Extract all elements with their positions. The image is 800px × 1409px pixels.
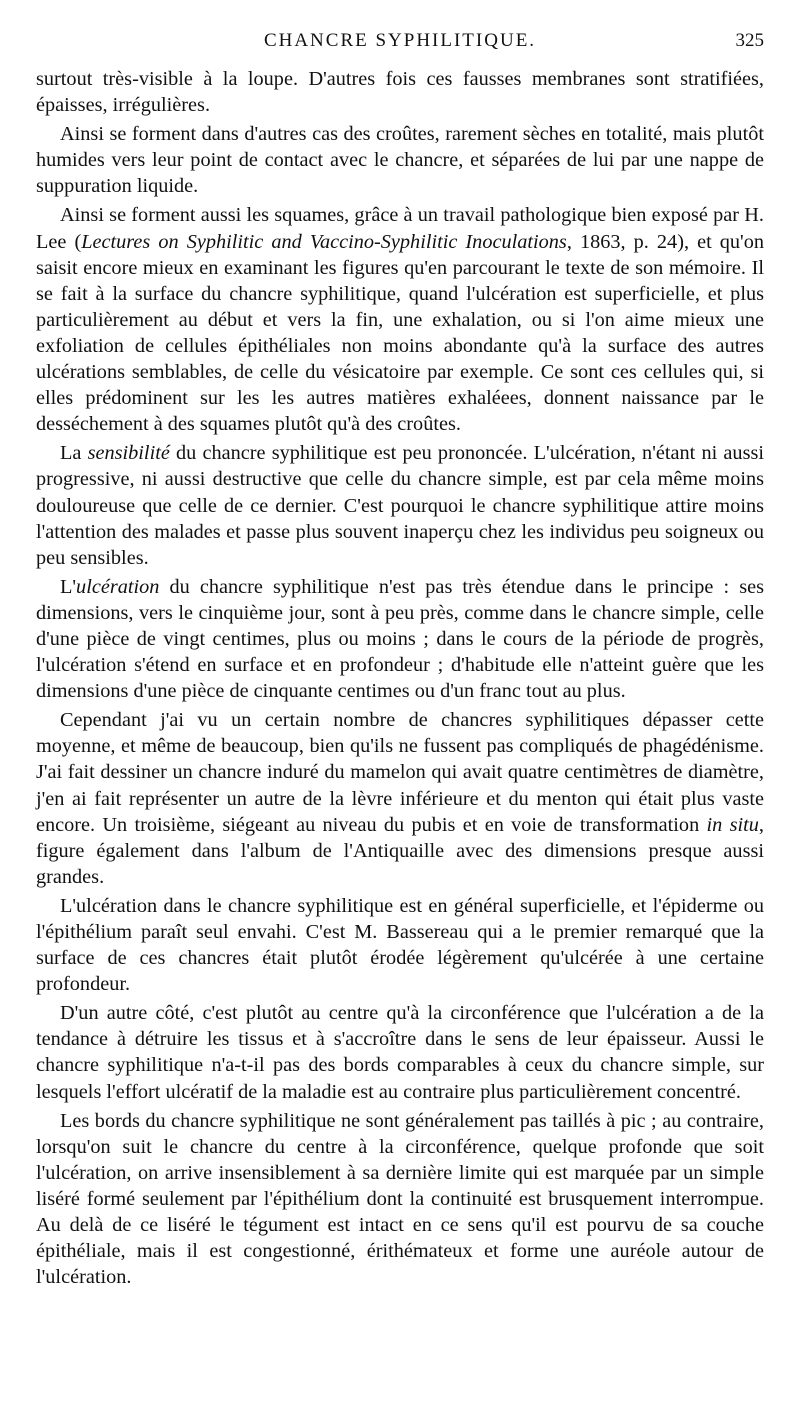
page-number: 325 — [735, 30, 764, 51]
text-run: Les bords du chancre syphilitique ne sont généralement pas taillés à pic ; au contraire, lorsqu'on suit le chancre du centre à la circonférence, quelque profonde que soit l'ulcération, on arrive insensiblement à sa dernière limite qui est marquée par un simple liséré formé seulement par l'épithélium dont la continuité est brusquement interrompue. Au delà de ce liséré le tégument est intact en ce sens qu'il est pourvu de sa couche épithéliale, mais il est congestionné, érithémateux et forme une auréole autour de l'ulcération. — [36, 1109, 764, 1289]
text-run: surtout très-visible à la loupe. D'autres fois ces fausses membranes sont stratifiées, épaisses, irrégulières. — [36, 68, 764, 117]
paragraph — [36, 121, 764, 199]
text-run: du chancre syphilitique n'est pas très étendue dans le principe : ses dimensions, vers le cinquième jour, sont à peu près, comme dans le chancre simple, celle d'une pièce de vingt centimes, plus ou moins ; dans le cours de la période de progrès, l'ulcération s'étend en surface et en profondeur ; d'habitude elle n'atteint guère que les dimensions d'une pièce de cinquante centimes ou d'un franc tout au plus. — [36, 575, 764, 703]
body-text — [36, 66, 764, 1290]
book-title-italic: Lectures on Syphilitic and Vaccino-Syphilitic Inoculations — [81, 230, 567, 253]
text-run: L'ulcération dans le chancre syphilitique est en général superficielle, et l'épiderme ou l'épithélium paraît seul envahi. C'est M. Bassereau qui a le premier remarqué que la surface de ces chancres était plutôt érodée légèrement qu'ulcérée à une certaine profondeur. — [36, 894, 764, 996]
text-run: du chancre syphilitique est peu prononcée. L'ulcération, n'étant ni aussi progressive, ni aussi destructive que celle du chancre simple, est par cela même moins douloureuse que celle de ce dernier. C'est pourquoi le chancre syphilitique attire moins l'attention des malades et passe plus souvent inaperçu chez les individus peu soigneux ou peu sensibles. — [36, 442, 764, 569]
running-title: CHANCRE SYPHILITIQUE. — [263, 30, 537, 51]
text-run: La — [60, 442, 88, 465]
text-run: D'un autre côté, c'est plutôt au centre qu'à la circonférence que l'ulcération a de la tendance à détruire les tissus et à s'accroître dans le sens de leur épaisseur. Aussi le chancre syphilitique n'a-t-il pas des bords comparables à ceux du chancre simple, sur lesquels l'effort ulcératif de la maladie est au contraire plus particulièrement concentré. — [36, 1002, 764, 1103]
paragraph — [36, 707, 764, 890]
italic-term: ulcération — [76, 575, 160, 598]
paragraph — [36, 1108, 764, 1291]
text-run: , figure également dans l'album de l'Antiquaille avec des dimensions presque aussi grandes. — [36, 813, 764, 888]
paragraph — [36, 893, 764, 997]
paragraph — [36, 1000, 764, 1104]
text-run: Cependant j'ai vu un certain nombre de chancres syphilitiques dépasser cette moyenne, et même de beaucoup, bien qu'ils ne fussent pas compliqués de phagédénisme. J'ai fait dessiner un chancre induré du mamelon qui avait quatre centimètres de diamètre, j'en ai fait représenter un autre de la lèvre inférieure et du menton qui était plus vaste encore. Un troisième, siégeant au niveau du pubis et en voie de transformation — [36, 709, 764, 836]
italic-term: in situ — [706, 813, 759, 836]
italic-term: sensibilité — [87, 442, 170, 465]
text-run: L' — [60, 575, 77, 598]
text-run: Ainsi se forment aussi les squames, grâce à un travail pathologique bien exposé par H. Lee ( — [36, 204, 764, 253]
paragraph — [36, 574, 764, 704]
paragraph — [36, 202, 764, 437]
paragraph — [36, 440, 764, 570]
paragraph — [36, 66, 764, 118]
text-run: , 1863, p. 24), et qu'on saisit encore mieux en examinant les figures qu'en parcourant le texte de son mémoire. Il se fait à la surface du chancre syphilitique, quand l'ulcération est superficielle, et plus particulièrement au début et vers la fin, une exhalation, ou si l'on aime mieux une exfoliation de cellules épithéliales non moins abondante qu'à la surface des autres ulcérations semblables, de celle du vésicatoire par exemple. Ce sont ces cellules qui, si elles prédominent sur les les autres matières exhaléees, donnent naissance par le desséchement à des squames plutôt qu'à des croûtes. — [36, 230, 764, 436]
text-run: Ainsi se forment dans d'autres cas des croûtes, rarement sèches en totalité, mais plutôt humides vers leur point de contact avec le chancre, et séparées de lui par une nappe de suppuration liquide. — [36, 123, 764, 198]
page-header — [36, 30, 764, 58]
